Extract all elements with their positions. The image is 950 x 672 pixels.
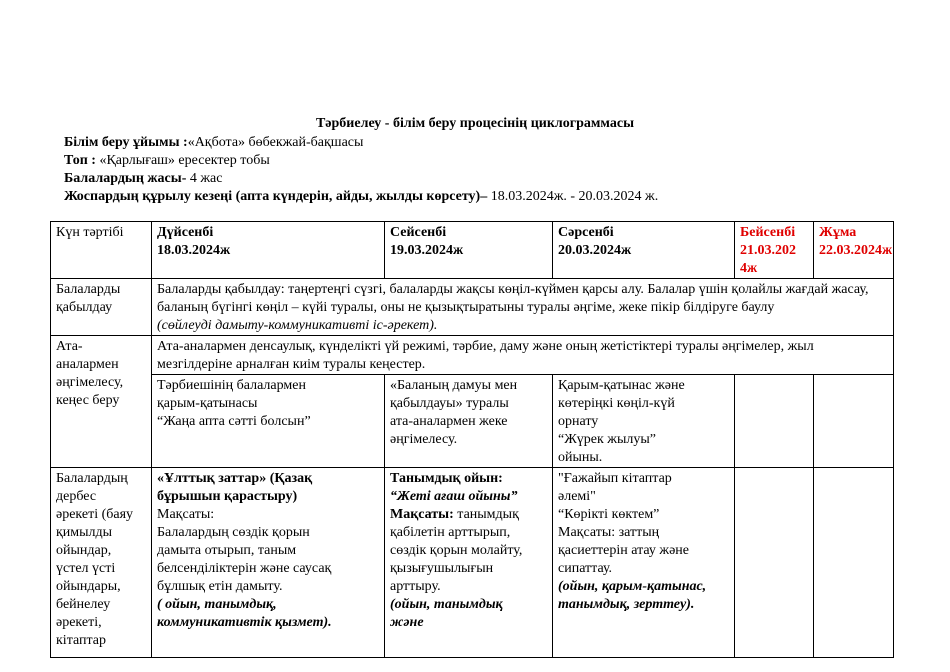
age-value: 4 жас: [186, 171, 223, 186]
period-value: 18.03.2024ж. - 20.03.2024 ж.: [487, 189, 659, 204]
parents-mon-line3: “Жаңа апта сәтті болсын”: [157, 414, 311, 429]
parents-label-2: аналармен: [56, 357, 119, 372]
activity-tuesday-cell: [385, 468, 553, 658]
parents-common-cell: [152, 336, 894, 375]
header-cell-friday: [814, 222, 894, 279]
header-cell-wednesday: [553, 222, 735, 279]
monday-label: Дүйсенбі: [157, 225, 214, 240]
activity-wed-text-4: Мақсаты: заттың: [558, 525, 660, 540]
activity-wed-text-5: қасиеттерін атау және: [558, 543, 690, 558]
activity-label-6: үстел үсті: [56, 561, 116, 576]
group-line: [64, 152, 270, 170]
activity-friday-cell: [814, 468, 894, 658]
monday-date: 18.03.2024ж: [157, 243, 231, 258]
activity-wed-italic-2: танымдық, зерттеу).: [558, 597, 695, 612]
schedule-table: [50, 221, 894, 658]
wednesday-date: 20.03.2024ж: [558, 243, 632, 258]
activity-tue-text-2: сөздік қорын молайту,: [390, 543, 523, 558]
activity-wed-italic-1: (ойын, қарым-қатынас,: [558, 579, 707, 594]
parents-wed-line4: “Жүрек жылуы”: [558, 432, 656, 447]
parents-mon-line1: Тәрбиешінің балалармен: [157, 378, 306, 393]
age-line: [64, 170, 222, 188]
activity-mon-italic-2: коммуникативтік қызмет).: [157, 615, 332, 630]
age-label: Балалардың жасы-: [64, 171, 187, 186]
activity-tue-title-2: “Жеті ағаш ойыны”: [390, 489, 518, 504]
header-cell-thursday: [735, 222, 814, 279]
reception-text-cell: [152, 279, 894, 336]
activity-tue-text-4: арттыру.: [390, 579, 441, 594]
parents-label-cell: [51, 336, 152, 468]
activity-row: [51, 468, 894, 658]
parents-tue-line3: ата-аналармен жеке: [390, 414, 508, 429]
wednesday-label: Сәрсенбі: [558, 225, 614, 240]
reception-label-1: Балаларды: [56, 282, 121, 297]
activity-mon-text-4: бұлшық етін дамыту.: [157, 579, 283, 594]
reception-row: [51, 279, 894, 336]
parents-monday-cell: [152, 375, 385, 468]
group-label: Топ :: [64, 153, 100, 168]
activity-tue-goal-rest: танымдық: [453, 507, 519, 522]
org-line: [64, 134, 363, 152]
activity-label-cell: [51, 468, 152, 658]
period-label: Жоспардың құрылу кезеңі (апта күндерін, айды, жылды көрсету)–: [64, 189, 488, 204]
activity-label-1: Балалардың: [56, 471, 128, 486]
parents-days-row: [51, 375, 894, 468]
period-line: [64, 188, 658, 206]
reception-text: Балаларды қабылдау: таңертеңгі сүзгі, балаларды жақсы көңіл-күймен қарсы алу. Балалар үшін қолайлы жағдай жасау, баланың бүгінгі көңіл – күйі туралы, оны не қызықтыратыны туралы әңгіме, жеке пікір білдіруге баулу: [157, 282, 869, 315]
activity-wed-text-3: “Көрікті көктем”: [558, 507, 660, 522]
activity-mon-text-2: дамыта отырып, таным: [157, 543, 297, 558]
header-schedule-label: Күн тәртібі: [56, 225, 124, 240]
activity-thursday-cell: [735, 468, 814, 658]
activity-monday-cell: [152, 468, 385, 658]
activity-tue-text-1: қабілетін арттырып,: [390, 525, 511, 540]
activity-tue-text-3: қызығушылығын: [390, 561, 494, 576]
tuesday-date: 19.03.2024ж: [390, 243, 464, 258]
parents-wed-line2: көтеріңкі көңіл-күй: [558, 396, 675, 411]
thursday-date-part1: 21.03.202: [740, 243, 796, 258]
activity-mon-title-1: «Ұлттық заттар» (Қазақ: [157, 471, 313, 486]
activity-label-8: бейнелеу: [56, 597, 111, 612]
parents-tue-line1: «Баланың дамуы мен: [390, 378, 518, 393]
activity-wednesday-cell: [553, 468, 735, 658]
activity-label-7: ойындары,: [56, 579, 121, 594]
header-cell-monday: [152, 222, 385, 279]
activity-wed-text-1: "Ғажайып кітаптар: [558, 471, 672, 486]
activity-wed-text-2: әлемі": [558, 489, 596, 504]
friday-date: 22.03.2024ж: [819, 243, 893, 258]
activity-label-2: дербес: [56, 489, 97, 504]
tuesday-label: Сейсенбі: [390, 225, 447, 240]
reception-label-cell: [51, 279, 152, 336]
parents-common-text: Ата-аналармен денсаулық, күнделікті үй режимі, тәрбие, даму және оның жетістіктері туралы әңгімелер, жыл мезгілдеріне арналған киім туралы кеңестер.: [157, 339, 814, 372]
activity-label-4: қимылды: [56, 525, 113, 540]
activity-tue-goal: Мақсаты:: [390, 507, 454, 522]
parents-mon-line2: қарым-қатынасы: [157, 396, 258, 411]
parents-friday-cell: [814, 375, 894, 468]
parents-tue-line4: әңгімелесу.: [390, 432, 458, 447]
activity-label-5: ойындар,: [56, 543, 112, 558]
parents-wed-line3: орнату: [558, 414, 599, 429]
reception-label-2: қабылдау: [56, 300, 113, 315]
parents-label-3: әңгімелесу,: [56, 375, 124, 390]
header-cell-schedule: [51, 222, 152, 279]
thursday-label: Бейсенбі: [740, 225, 796, 240]
activity-label-3: әрекеті (баяу: [56, 507, 134, 522]
activity-tue-italic-1: (ойын, танымдық: [390, 597, 503, 612]
header-cell-tuesday: [385, 222, 553, 279]
activity-label-9: әрекеті,: [56, 615, 102, 630]
activity-mon-italic-1: ( ойын, танымдық,: [157, 597, 277, 612]
parents-thursday-cell: [735, 375, 814, 468]
thursday-date-part2: 4ж: [740, 261, 758, 276]
parents-wednesday-cell: [553, 375, 735, 468]
org-value: «Ақбота» бөбекжай-бақшасы: [187, 135, 364, 150]
friday-label: Жұма: [819, 225, 857, 240]
header-row: [51, 222, 894, 279]
activity-tue-italic-2: және: [390, 615, 424, 630]
activity-wed-text-6: сипаттау.: [558, 561, 613, 576]
parents-label-1: Ата-: [56, 339, 83, 354]
activity-tue-title-1: Танымдық ойын:: [390, 471, 503, 486]
activity-mon-title-2: бұрышын қарастыру): [157, 489, 298, 504]
activity-label-10: кітаптар: [56, 633, 107, 648]
reception-italic-note: (сөйлеудi дамыту-коммуникативтi iс-әрекет).: [157, 318, 438, 333]
parents-wed-line5: ойыны.: [558, 450, 603, 465]
org-label: Білім беру ұйымы :: [64, 135, 188, 150]
parents-label-4: кеңес беру: [56, 393, 120, 408]
activity-mon-goal: Мақсаты:: [157, 507, 215, 522]
parents-tuesday-cell: [385, 375, 553, 468]
parents-wed-line1: Қарым-қатынас және: [558, 378, 685, 393]
parents-tue-line2: қабылдауы» туралы: [390, 396, 509, 411]
activity-mon-text-1: Балалардың сөздік қорын: [157, 525, 310, 540]
page-title: Тәрбиелеу - білім беру процесінің циклограммасы: [315, 116, 635, 131]
parents-common-row: [51, 336, 894, 375]
activity-mon-text-3: белсенділіктерін және саусақ: [157, 561, 332, 576]
group-value: «Қарлығаш» ересектер тобы: [99, 153, 270, 168]
